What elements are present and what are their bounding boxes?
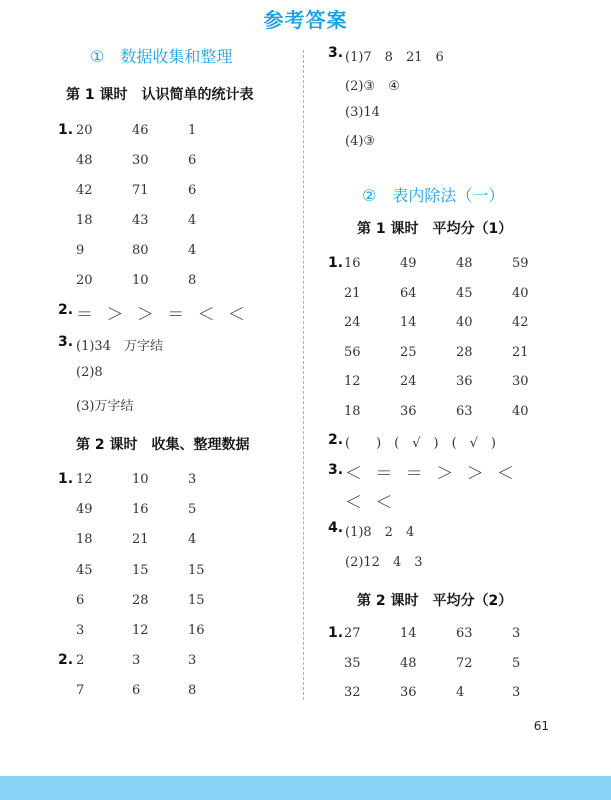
answer-cell: 6 bbox=[76, 592, 85, 608]
question-number: 1. bbox=[328, 625, 344, 641]
answer-cell: 16 bbox=[132, 502, 149, 518]
answer-cell: 5 bbox=[188, 502, 197, 518]
answer-cell: 15 bbox=[132, 562, 149, 578]
answer-cell: 2 bbox=[76, 653, 85, 668]
answer-cell: 8 bbox=[188, 273, 197, 288]
answer-cell: 3 bbox=[512, 626, 521, 641]
answer-cell: 3 bbox=[188, 472, 197, 487]
lesson-2-title: 第 2 课时 平均分（2） bbox=[357, 593, 513, 609]
question-number: 1. bbox=[58, 122, 74, 138]
answer-cell: 40 bbox=[456, 315, 473, 331]
question-number: 3. bbox=[58, 334, 74, 350]
answer-cell: 48 bbox=[76, 153, 93, 168]
answer-cell: 43 bbox=[132, 213, 149, 228]
answer-cell: 21 bbox=[132, 532, 149, 548]
answer-cell: 16 bbox=[344, 256, 361, 271]
answer-text: (1)34 万字结 bbox=[76, 339, 163, 354]
answer-cell: 3 bbox=[132, 653, 141, 668]
answer-cell: 8 bbox=[188, 683, 197, 698]
page-title: 参考答案 bbox=[263, 8, 348, 32]
answer-cell: 10 bbox=[132, 472, 149, 487]
answer-cell: 18 bbox=[344, 404, 361, 419]
question-number: 2. bbox=[328, 432, 344, 448]
answer-cell: 12 bbox=[76, 472, 93, 487]
answer-cell: 12 bbox=[344, 374, 361, 390]
lesson-1-title: 第 1 课时 平均分（1） bbox=[357, 221, 513, 237]
answer-text: ( ) ( √ ) ( √ ) bbox=[345, 436, 496, 451]
question-number: 1. bbox=[328, 255, 344, 271]
answer-cell: 80 bbox=[132, 243, 149, 258]
answer-cell: 18 bbox=[76, 532, 93, 548]
footer-band bbox=[0, 776, 611, 800]
answer-cell: 48 bbox=[456, 256, 473, 271]
answer-cell: 14 bbox=[400, 315, 417, 331]
answer-cell: 42 bbox=[76, 183, 93, 198]
answer-cell: 4 bbox=[188, 213, 197, 228]
answer-cell: 40 bbox=[512, 404, 529, 419]
answer-cell: 21 bbox=[344, 285, 361, 301]
answer-cell: 6 bbox=[132, 683, 141, 698]
answer-text: (2)12 4 3 bbox=[345, 555, 423, 570]
answer-cell: 14 bbox=[400, 626, 417, 641]
answer-cell: 10 bbox=[132, 273, 149, 288]
answer-cell: 24 bbox=[400, 374, 417, 390]
answer-cell: 30 bbox=[132, 153, 149, 168]
answer-cell: 35 bbox=[344, 655, 361, 671]
answer-cell: 59 bbox=[512, 256, 529, 271]
answer-cell: 12 bbox=[132, 623, 149, 638]
answer-cell: 4 bbox=[456, 685, 465, 700]
answer-cell: 4 bbox=[188, 532, 197, 548]
answer-cell: 21 bbox=[512, 344, 529, 360]
question-number: 2. bbox=[58, 302, 74, 318]
answer-cell: 32 bbox=[344, 685, 361, 700]
answer-text: (2)③ ④ bbox=[345, 79, 400, 94]
answer-cell: 49 bbox=[76, 502, 93, 518]
answer-cell: 4 bbox=[188, 243, 197, 258]
answer-cell: 24 bbox=[344, 315, 361, 331]
answer-cell: 9 bbox=[76, 243, 85, 258]
answer-cell: 6 bbox=[188, 153, 197, 168]
question-number: 2. bbox=[58, 652, 74, 668]
answer-cell: 15 bbox=[188, 592, 205, 608]
answer-cell: 6 bbox=[188, 183, 197, 198]
answer-cell: 3 bbox=[512, 685, 521, 700]
answer-cell: 36 bbox=[400, 685, 417, 700]
answer-text: (3)万字结 bbox=[76, 399, 134, 414]
question-number: 1. bbox=[58, 471, 74, 487]
answer-cell: 20 bbox=[76, 123, 93, 138]
answer-cell: 48 bbox=[400, 655, 417, 671]
lesson-2-title: 第 2 课时 收集、整理数据 bbox=[76, 437, 250, 453]
answer-text: ＜ ＜ bbox=[345, 493, 393, 513]
answer-cell: 7 bbox=[76, 683, 85, 698]
section-title-division: ② 表内除法（一） bbox=[362, 186, 505, 205]
answer-cell: 20 bbox=[76, 273, 93, 288]
answer-cell: 1 bbox=[188, 123, 197, 138]
answer-cell: 46 bbox=[132, 123, 149, 138]
section-title-data-collection: ① 数据收集和整理 bbox=[90, 47, 233, 66]
column-divider bbox=[303, 50, 304, 700]
answer-cell: 27 bbox=[344, 626, 361, 641]
answer-text: (1)7 8 21 6 bbox=[345, 50, 444, 65]
answer-text: ＜ ＝ ＝ ＞ ＞ ＜ bbox=[345, 464, 515, 484]
answer-cell: 3 bbox=[188, 653, 197, 668]
question-number: 3. bbox=[328, 45, 344, 61]
answer-cell: 36 bbox=[400, 404, 417, 419]
answer-text: ＝ ＞ ＞ ＝ ＜ ＜ bbox=[76, 305, 246, 325]
answer-cell: 49 bbox=[400, 256, 417, 271]
answer-cell: 3 bbox=[76, 623, 85, 638]
answer-cell: 5 bbox=[512, 655, 521, 671]
answer-cell: 45 bbox=[456, 285, 473, 301]
answer-cell: 63 bbox=[456, 404, 473, 419]
answer-cell: 18 bbox=[76, 213, 93, 228]
answer-cell: 16 bbox=[188, 623, 205, 638]
answer-cell: 56 bbox=[344, 344, 361, 360]
answer-text: (1)8 2 4 bbox=[345, 525, 415, 540]
answer-cell: 36 bbox=[456, 374, 473, 390]
answer-cell: 63 bbox=[456, 626, 473, 641]
answer-cell: 25 bbox=[400, 344, 417, 360]
answer-cell: 30 bbox=[512, 374, 529, 390]
answer-cell: 42 bbox=[512, 315, 529, 331]
page-number: 61 bbox=[533, 719, 549, 733]
answer-text: (4)③ bbox=[345, 134, 376, 149]
answer-cell: 45 bbox=[76, 562, 93, 578]
answer-cell: 40 bbox=[512, 285, 529, 301]
answer-cell: 64 bbox=[400, 285, 417, 301]
answer-cell: 72 bbox=[456, 655, 473, 671]
answer-cell: 71 bbox=[132, 183, 149, 198]
question-number: 3. bbox=[328, 462, 344, 478]
answer-cell: 28 bbox=[456, 344, 473, 360]
question-number: 4. bbox=[328, 520, 344, 536]
answer-cell: 15 bbox=[188, 562, 205, 578]
lesson-1-title: 第 1 课时 认识简单的统计表 bbox=[66, 87, 254, 103]
answer-text: (2)8 bbox=[76, 365, 103, 380]
answer-text: (3)14 bbox=[345, 105, 380, 120]
answer-cell: 28 bbox=[132, 592, 149, 608]
